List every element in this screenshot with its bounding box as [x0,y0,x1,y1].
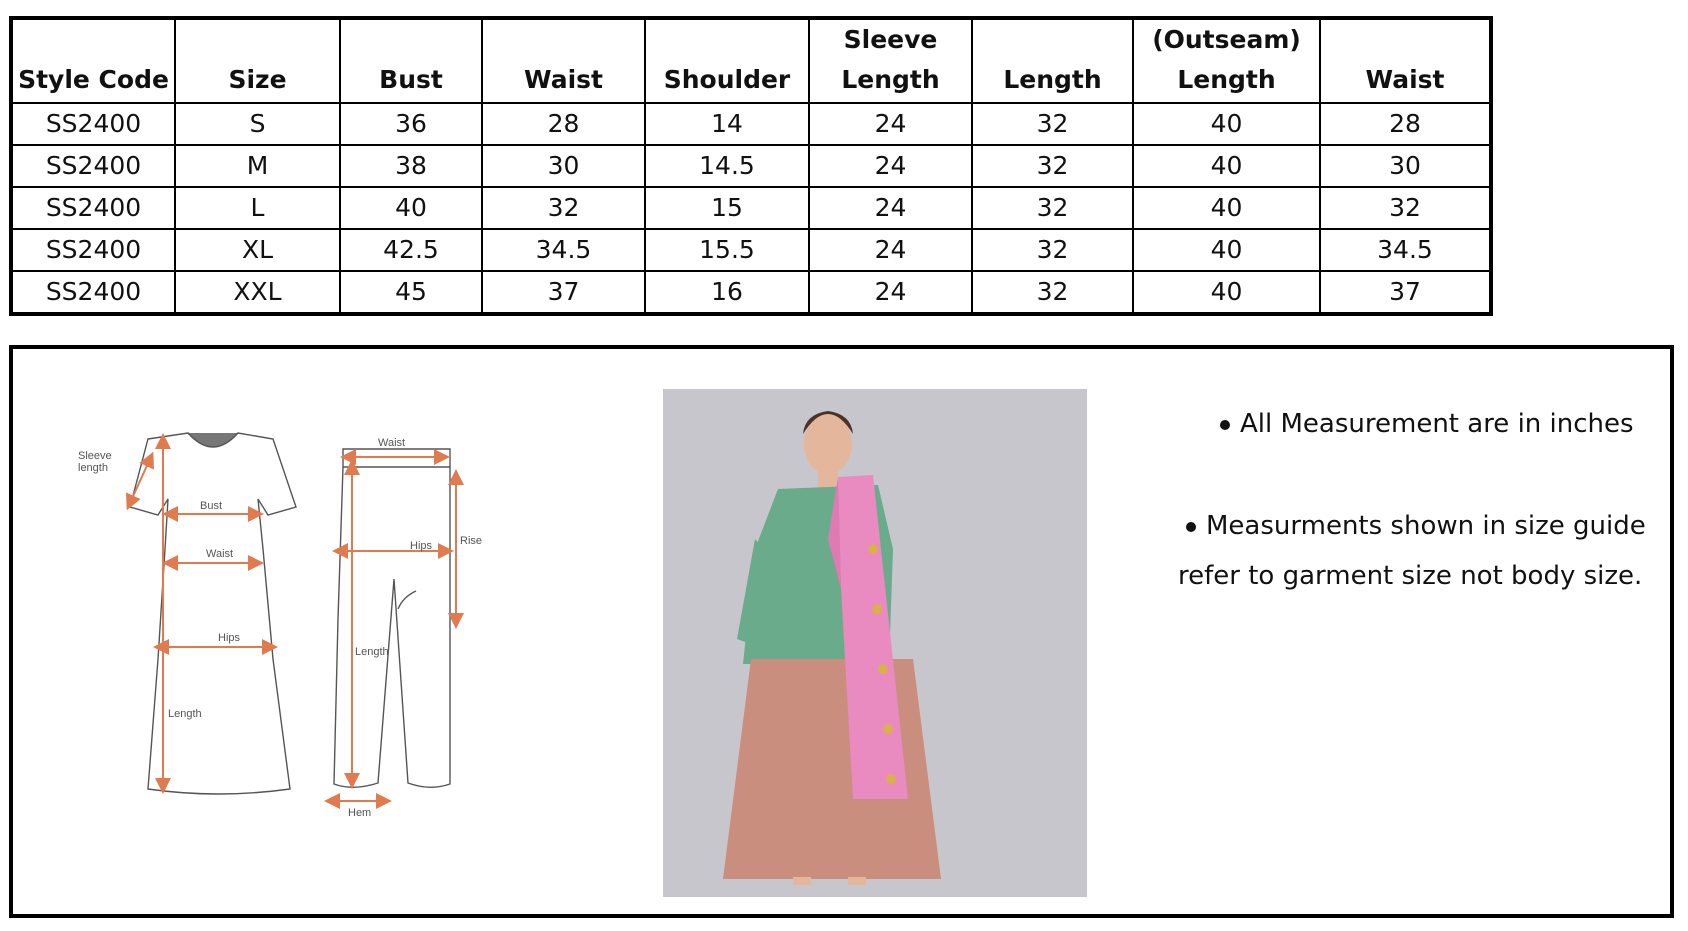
cell-shoulder: 15 [645,187,809,229]
cell-style-code: SS2400 [11,145,175,187]
measurement-notes [1178,399,1658,601]
cell-outseam-length: 40 [1133,103,1320,145]
cell-bottom-waist: 34.5 [1320,229,1491,271]
note-garment-size-line1: Measurments shown in size guide [1206,511,1646,541]
cell-size: XXL [175,271,340,314]
cell-shoulder: 14 [645,103,809,145]
cell-bust: 40 [340,187,482,229]
cell-style-code: SS2400 [11,271,175,314]
cell-outseam-length: 40 [1133,229,1320,271]
cell-sleeve-length: 24 [809,103,972,145]
cell-style-code: SS2400 [11,103,175,145]
cell-length: 32 [972,187,1133,229]
kurta-label-length: Length [168,708,202,720]
cell-size: S [175,103,340,145]
cell-waist: 30 [482,145,645,187]
header-size: Size [175,18,340,103]
kurta-label-sleeve: Sleeve [78,450,112,462]
cell-bust: 38 [340,145,482,187]
cell-size: XL [175,229,340,271]
pants-label-hem: Hem [348,807,372,819]
bullet-icon [1220,420,1230,430]
table-row [11,145,1491,187]
product-photo [663,389,1087,897]
table-header-row [11,18,1491,103]
cell-sleeve-length: 24 [809,271,972,314]
cell-waist: 28 [482,103,645,145]
kurta-label-waist: Waist [206,548,234,560]
table-row [11,187,1491,229]
kurta-label-bust: Bust [200,500,223,512]
pants-label-rise: Rise [460,535,483,547]
header-outseam-length: (Outseam) Length [1133,18,1320,103]
kurta-outline-icon [130,433,296,794]
cell-bottom-waist: 37 [1320,271,1491,314]
cell-shoulder: 14.5 [645,145,809,187]
header-sleeve-length: Sleeve Length [809,18,972,103]
size-guide-panel [9,345,1674,918]
cell-outseam-length: 40 [1133,271,1320,314]
cell-bottom-waist: 30 [1320,145,1491,187]
cell-waist: 34.5 [482,229,645,271]
cell-bottom-waist: 32 [1320,187,1491,229]
cell-bottom-waist: 28 [1320,103,1491,145]
size-chart-table [9,16,1493,316]
cell-bust: 36 [340,103,482,145]
cell-length: 32 [972,271,1133,314]
cell-length: 32 [972,103,1133,145]
table-row [11,103,1491,145]
pants-label-waist: Waist [378,437,406,449]
table-row [11,271,1491,314]
measurement-diagram [58,419,538,859]
kurta-label-hips: Hips [218,632,241,644]
table-row [11,229,1491,271]
header-style-code: Style Code [11,18,175,103]
cell-sleeve-length: 24 [809,229,972,271]
cell-size: M [175,145,340,187]
cell-sleeve-length: 24 [809,187,972,229]
cell-waist: 37 [482,271,645,314]
pants-label-hips: Hips [410,540,433,552]
header-bottom-waist: Waist [1320,18,1491,103]
note-inches [1178,399,1658,449]
cell-waist: 32 [482,187,645,229]
header-bust: Bust [340,18,482,103]
cell-sleeve-length: 24 [809,145,972,187]
cell-outseam-length: 40 [1133,145,1320,187]
cell-style-code: SS2400 [11,229,175,271]
header-waist: Waist [482,18,645,103]
cell-shoulder: 15.5 [645,229,809,271]
cell-size: L [175,187,340,229]
pants-label-length: Length [355,646,389,658]
bullet-icon [1186,522,1196,532]
header-length: Length [972,18,1133,103]
cell-shoulder: 16 [645,271,809,314]
cell-length: 32 [972,145,1133,187]
cell-length: 32 [972,229,1133,271]
cell-bust: 45 [340,271,482,314]
note-garment-size-line2: refer to garment size not body size. [1178,561,1643,591]
note-inches-text: All Measurement are in inches [1240,409,1634,439]
cell-bust: 42.5 [340,229,482,271]
cell-outseam-length: 40 [1133,187,1320,229]
note-garment-size [1178,501,1658,601]
kurta-label-sleeve-2: length [78,462,108,474]
header-shoulder: Shoulder [645,18,809,103]
cell-style-code: SS2400 [11,187,175,229]
